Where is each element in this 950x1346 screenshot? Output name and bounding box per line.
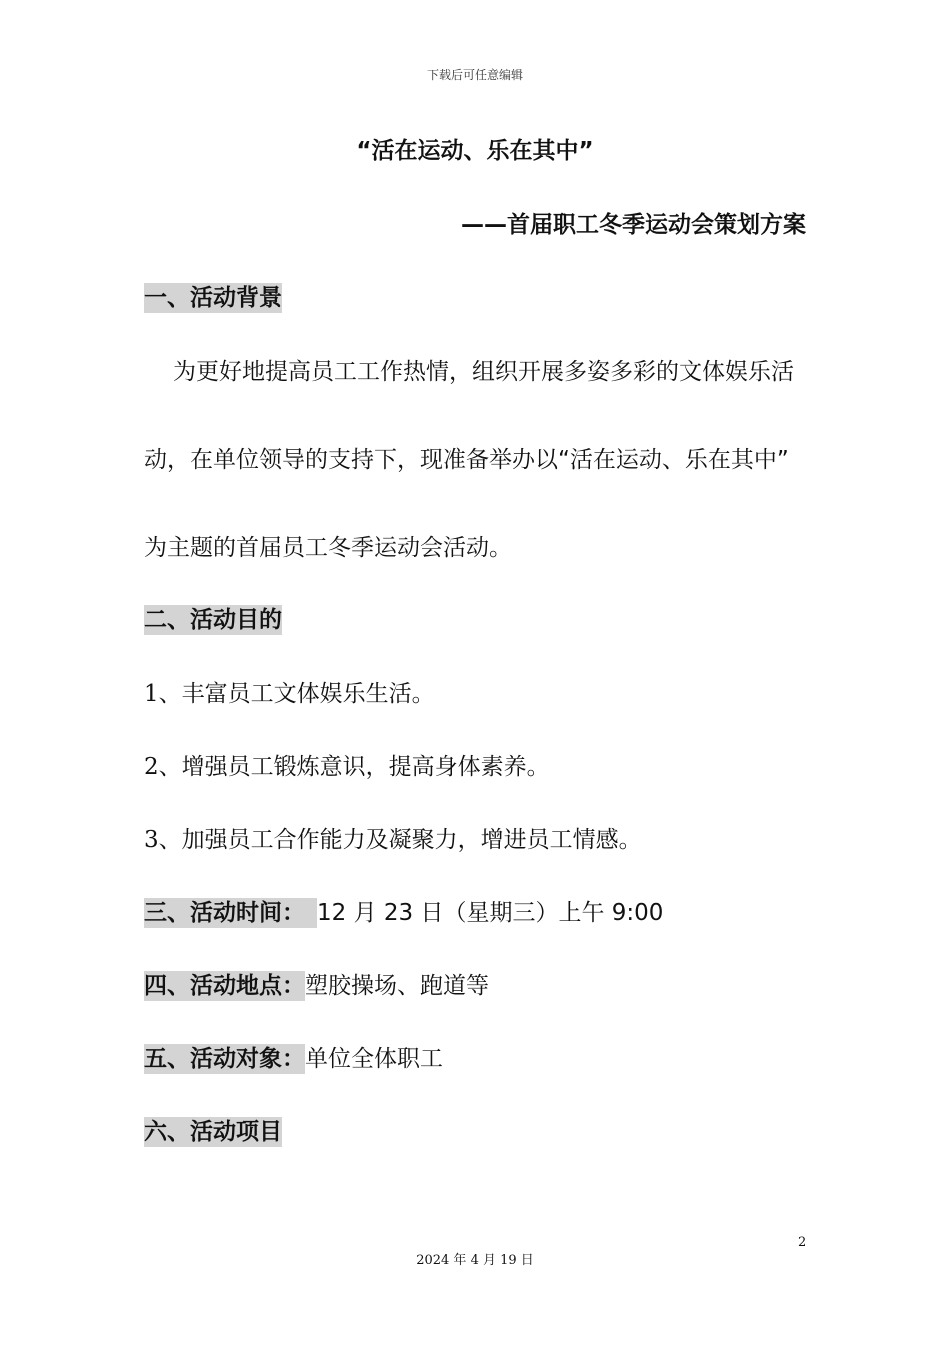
list-text: 、增强员工锻炼意识，提高身体素养。 bbox=[158, 754, 550, 780]
section-heading-items bbox=[144, 1113, 282, 1146]
background-line-3: 为主题的首届员工冬季运动会活动。 bbox=[144, 535, 512, 561]
footer-date: 2024 年 4 月 19 日 bbox=[416, 1253, 534, 1268]
list-text: 、丰富员工文体娱乐生活。 bbox=[158, 681, 435, 707]
header-note: 下载后可任意编辑 bbox=[426, 68, 523, 82]
section-audience bbox=[144, 1040, 443, 1073]
time-value: 12 月 23 日（星期三）上午 9:00 bbox=[317, 900, 664, 926]
background-line-2: 动，在单位领导的支持下，现准备举办以“活在运动、乐在其中” bbox=[144, 447, 789, 473]
purpose-item-3 bbox=[144, 821, 642, 854]
section-heading-label: 二、活动目的 bbox=[144, 607, 282, 633]
document-subtitle: ——首届职工冬季运动会策划方案 bbox=[461, 212, 806, 238]
section-heading-background bbox=[144, 279, 282, 312]
list-text: 、加强员工合作能力及凝聚力，增进员工情感。 bbox=[158, 827, 642, 853]
section-heading-label: 三、活动时间： bbox=[144, 898, 317, 928]
section-heading-label: 五、活动对象： bbox=[144, 1046, 305, 1072]
background-line-1: 为更好地提高员工工作热情，组织开展多姿多彩的文体娱乐活 bbox=[173, 359, 794, 385]
section-heading-label: 四、活动地点： bbox=[144, 973, 305, 999]
purpose-item-2 bbox=[144, 748, 550, 781]
audience-value: 单位全体职工 bbox=[305, 1046, 443, 1072]
section-time bbox=[144, 894, 663, 927]
list-number: 1 bbox=[144, 681, 159, 707]
section-heading-label: 一、活动背景 bbox=[144, 285, 282, 311]
section-location bbox=[144, 967, 489, 1000]
purpose-item-1 bbox=[144, 675, 435, 708]
location-value: 塑胶操场、跑道等 bbox=[305, 973, 489, 999]
section-heading-purpose bbox=[144, 601, 282, 634]
page-number: 2 bbox=[798, 1235, 807, 1250]
list-number: 2 bbox=[144, 754, 159, 780]
document-title: “活在运动、乐在其中” bbox=[356, 138, 594, 164]
section-heading-label: 六、活动项目 bbox=[144, 1119, 282, 1145]
list-number: 3 bbox=[144, 827, 159, 853]
